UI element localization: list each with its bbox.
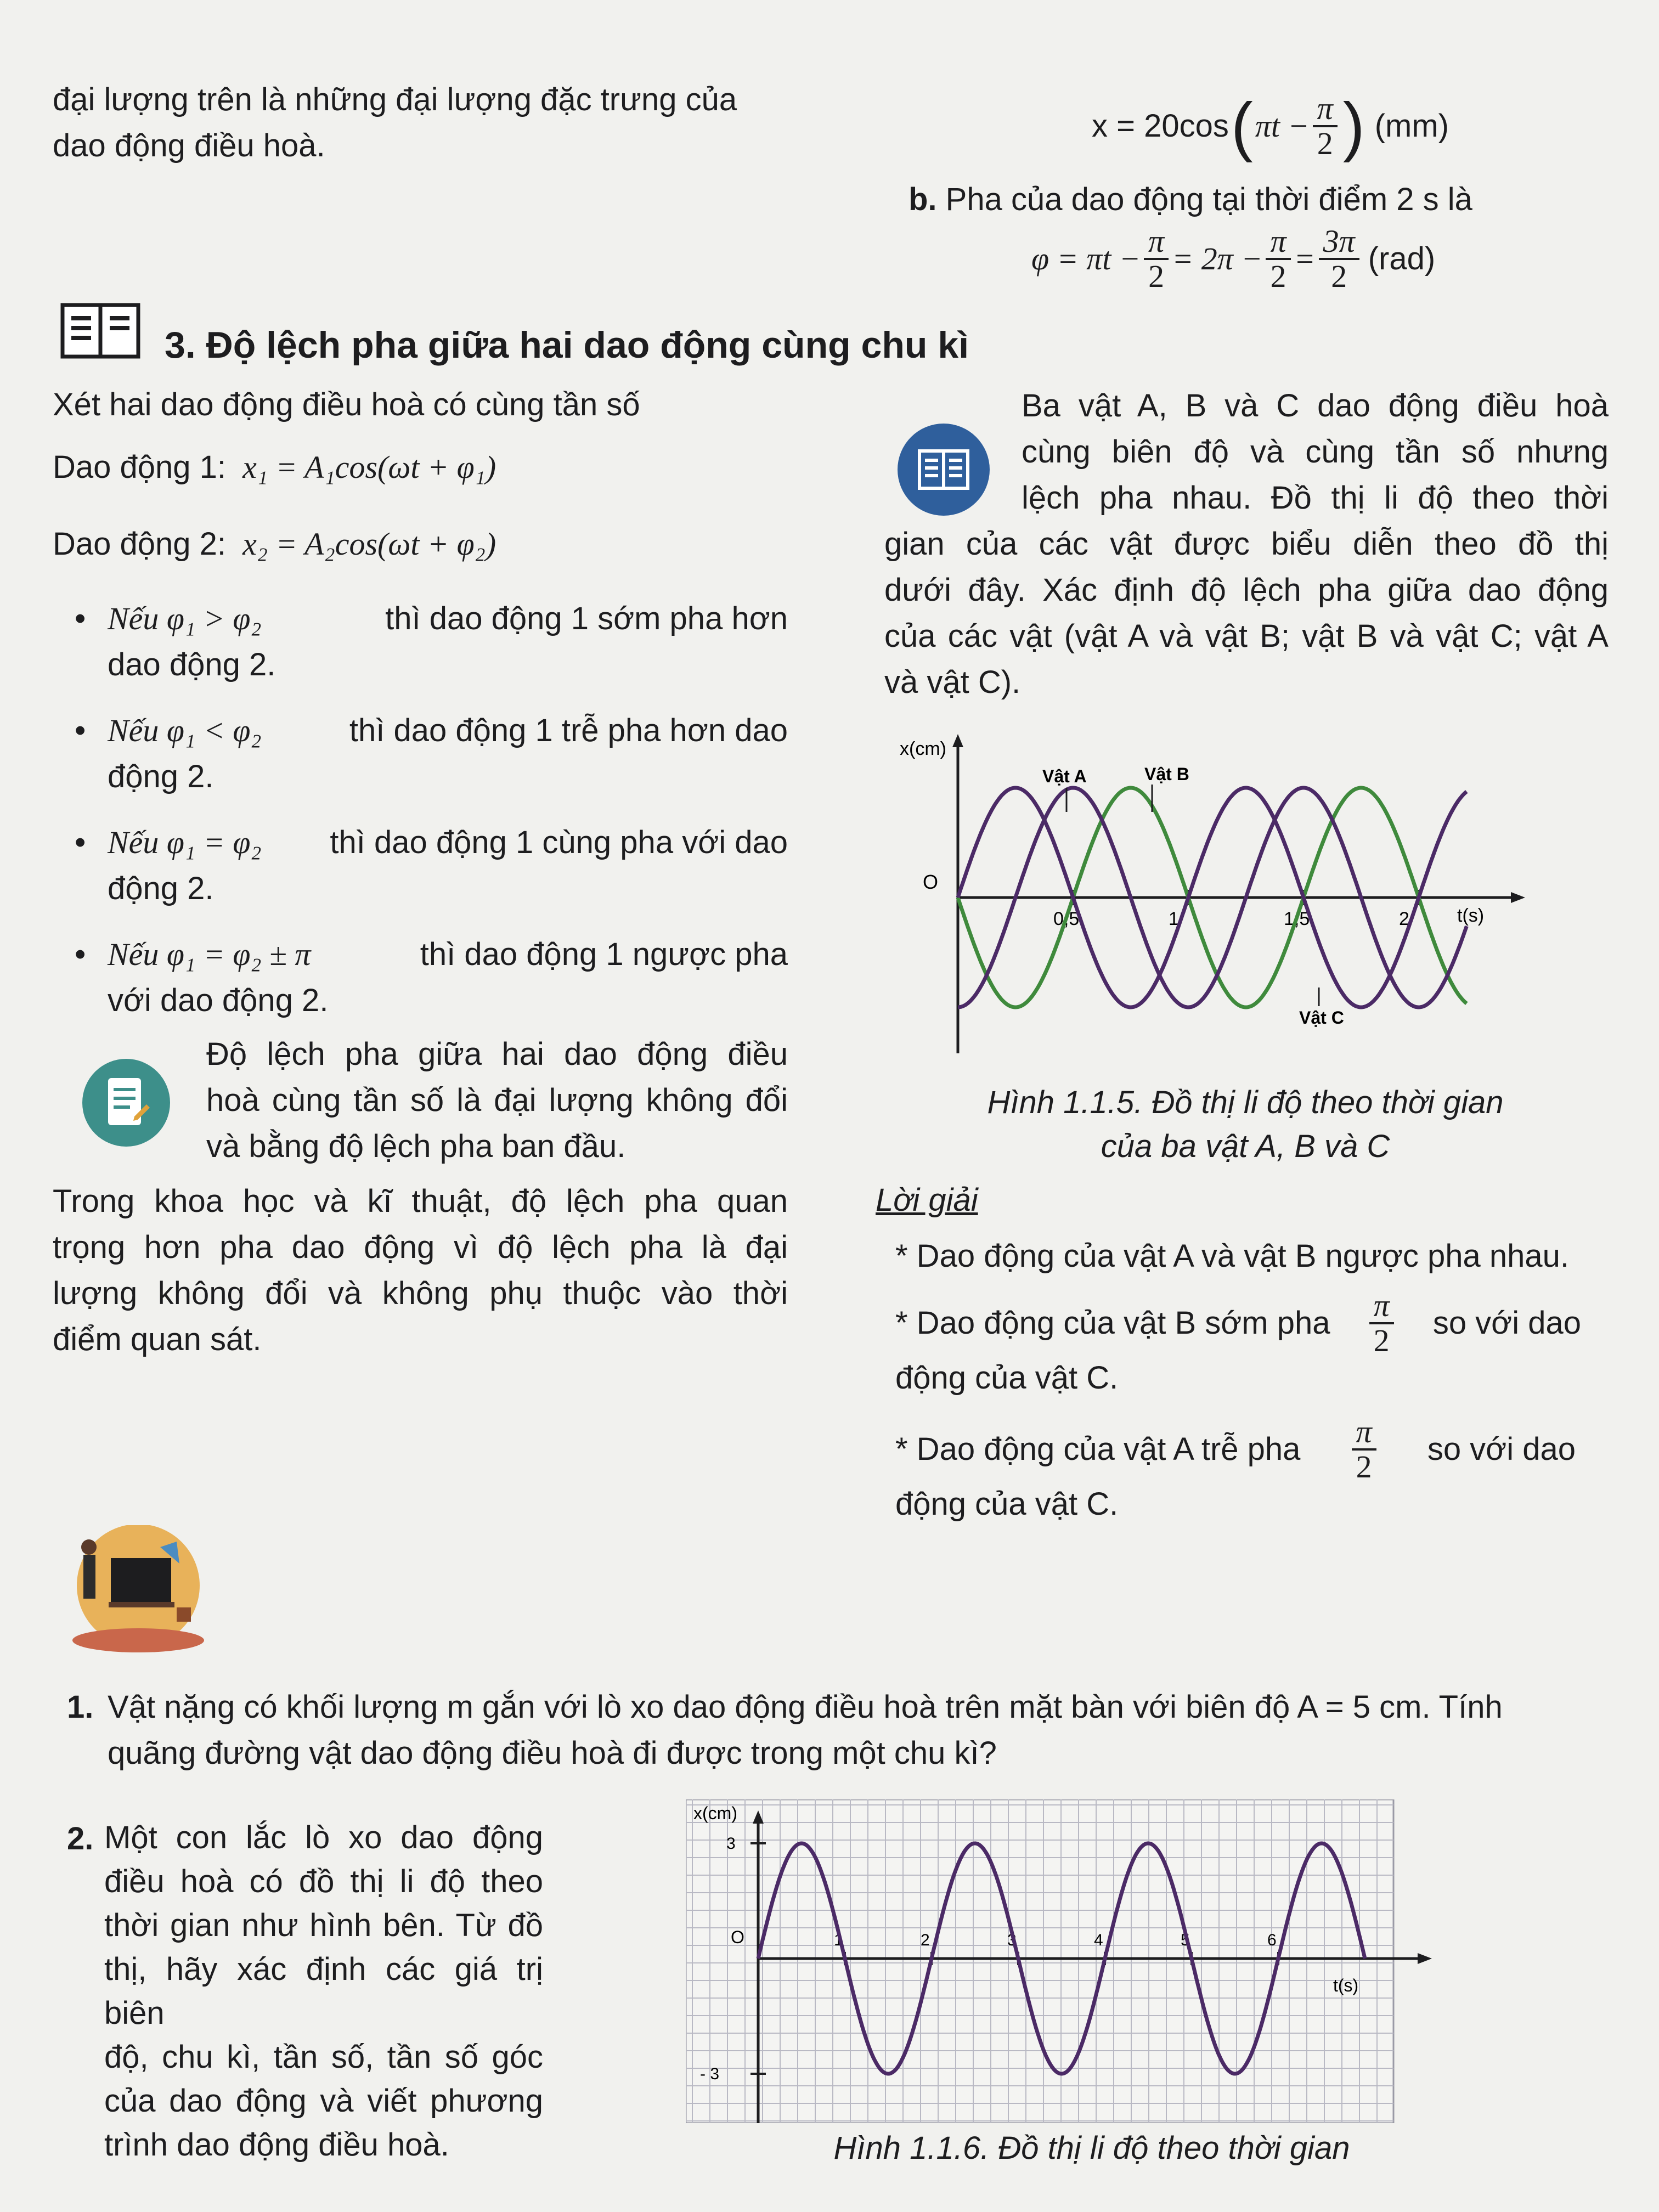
osc1-equation: x₁ = A₁cos(ωt + φ₁)	[242, 449, 496, 485]
y-axis-arrow	[952, 734, 963, 747]
top-left-text	[53, 77, 832, 169]
frac-pi-2-b: $\frac{\pi}{2}$	[1266, 225, 1290, 293]
section-title: 3. Độ lệch pha giữa hai dao động cùng chu kì	[165, 324, 969, 366]
origin-label: O	[731, 1927, 744, 1947]
solution-2-cont: động của vật C.	[895, 1360, 1119, 1396]
top-left-line1: đại lượng trên là những đại lượng đặc trưng của	[53, 82, 737, 117]
bullet-inphase: • Nếu φ₁ = φ₂ thì dao động 1 cùng pha với dao động 2.	[108, 820, 788, 912]
equation-x-lhs: x = 20cos	[1092, 108, 1229, 144]
bullet-antiphase: • Nếu φ₁ = φ₂ ± π thì dao động 1 ngược pha với dao động 2.	[108, 932, 788, 1024]
unit-mm: (mm)	[1374, 108, 1449, 144]
note-icon	[82, 1059, 170, 1147]
exercise-1-text: Vật nặng có khối lượng m gắn với lò xo dao động điều hoà trên mặt bàn với biên độ A = 5 cm. Tính quãng đường vật dao động điều hoà đi được trong một chu kì?	[108, 1689, 1503, 1771]
x-tick-label: 6	[1267, 1931, 1277, 1949]
displacement-chart	[686, 1799, 1454, 2123]
y-axis-label: x(cm)	[693, 1803, 737, 1823]
example-text-bottom: gian của các vật được biểu diễn theo đồ thị dưới đây. Xác định độ lệch pha giữa dao động của các vật (vật A và vật B; vật B và vật C; vật A và vật C).	[884, 526, 1609, 700]
osc1-line	[53, 444, 496, 490]
phase-lhs: φ = πt −	[1031, 241, 1141, 276]
phase-mid: = 2π −	[1172, 241, 1263, 276]
x-tick-label: 3	[1007, 1931, 1017, 1949]
frac-pi-2: $\frac{\pi}{2}$	[1313, 92, 1338, 160]
x-tick-label: 2	[921, 1931, 930, 1949]
x-tick-label: 1	[834, 1931, 843, 1949]
y-axis-label: x(cm)	[900, 738, 946, 759]
x-axis-arrow	[1511, 892, 1525, 903]
example-text-top: Ba vật A, B và C dao động điều hoà cùng biên độ và cùng tần số nhưng lệch pha nhau. Đồ thị li độ theo thời	[1022, 388, 1609, 516]
x-tick-label: 2	[1399, 909, 1409, 929]
x-axis-label: t(s)	[1333, 1976, 1359, 1995]
x-tick-label: 5	[1181, 1931, 1190, 1949]
figure-1-caption-line1: Hình 1.1.5. Đồ thị li độ theo thời gian	[987, 1085, 1504, 1120]
exercise-2-text: Một con lắc lò xo dao động điều hoà có đồ thị li độ theo thời gian như hình bên. Từ đồ thị, hãy xác định các giá trị biên độ, chu kì, tần số, tần số góc của dao động và viết phương trình dao động điều hoà.	[104, 1820, 543, 2163]
x-tick-label: 1,5	[1284, 909, 1310, 929]
osc2-label: Dao động 2:	[53, 526, 227, 562]
series-label-b: Vật B	[1144, 764, 1189, 784]
solution-3-cont: động của vật C.	[895, 1486, 1119, 1522]
paren-open: (	[1231, 89, 1253, 163]
osc1-label: Dao động 1:	[53, 449, 227, 485]
exercise-2-number: 2.	[67, 1821, 94, 1857]
y-tick-label: - 3	[700, 2065, 720, 2083]
series-label-a: Vật A	[1042, 766, 1087, 786]
bullet-earlier: • Nếu φ₁ > φ₂ thì dao động 1 sớm pha hơn dao động 2.	[108, 596, 788, 688]
bullet-later: • Nếu φ₁ < φ₂ thì dao động 1 trễ pha hơn dao động 2.	[108, 708, 788, 800]
exercise-1-number: 1.	[67, 1689, 94, 1725]
note-text: Độ lệch pha giữa hai dao động điều hoà cùng tần số là đại lượng không đổi và bằng độ lệch pha ban đầu.	[206, 1036, 788, 1164]
series-label-c: Vật C	[1299, 1008, 1344, 1028]
figure-1-caption-line2: của ba vật A, B và C	[1101, 1128, 1390, 1164]
solution-2: * Dao động của vật B sớm pha $\frac{\pi}{2}$ so với dao	[895, 1288, 1581, 1358]
exercise-illustration	[67, 1525, 210, 1657]
unit-rad: (rad)	[1368, 241, 1436, 276]
x-axis-label: t(s)	[1457, 905, 1485, 926]
top-left-line2: dao động điều hoà.	[53, 128, 325, 163]
section-intro: Xét hai dao động điều hoà có cùng tần số	[53, 387, 640, 422]
solution-3: * Dao động của vật A trễ pha $\frac{\pi}{2}$ so với dao	[895, 1414, 1576, 1485]
x-tick-label: 0,5	[1053, 909, 1080, 929]
x-axis-arrow	[1418, 1953, 1432, 1964]
equation-x	[1092, 89, 1449, 163]
frac-3pi-2: $\frac{3\pi}{2}$	[1319, 225, 1359, 293]
x-tick-label: 1	[1169, 909, 1179, 929]
phase-chart	[889, 730, 1536, 1059]
paren-close: )	[1342, 89, 1365, 163]
origin-label: O	[923, 871, 939, 893]
x-tick-label: 4	[1094, 1931, 1103, 1949]
phase-equation: φ = πt − $\frac{\pi}{2}$ = 2π − $\frac{\pi}{2}$ = $\frac{3\pi}{2}$ (rad)	[1031, 223, 1436, 294]
figure-1-caption	[900, 1081, 1591, 1169]
part-b-label: b.	[909, 182, 937, 217]
phase-paragraph: Trong khoa học và kĩ thuật, độ lệch pha quan trọng hơn pha dao động vì độ lệch pha là đại lượng không đổi và không phụ thuộc vào thời điểm quan sát.	[53, 1183, 788, 1357]
example-book-icon	[898, 424, 990, 516]
y-tick-label: 3	[726, 1835, 736, 1853]
osc2-line	[53, 521, 496, 567]
equation-x-inner: πt −	[1255, 108, 1310, 144]
solution-title: Lời giải	[876, 1182, 978, 1218]
part-b-line	[909, 177, 1472, 223]
figure-2-caption: Hình 1.1.6. Đồ thị li độ theo thời gian	[833, 2130, 1350, 2166]
part-b-text: Pha của dao động tại thời điểm 2 s là	[945, 182, 1472, 217]
solution-1: * Dao động của vật A và vật B ngược pha nhau.	[895, 1238, 1570, 1274]
book-icon	[59, 301, 142, 361]
osc2-equation: x₂ = A₂cos(ωt + φ₂)	[242, 526, 496, 562]
frac-pi-2-a: $\frac{\pi}{2}$	[1144, 225, 1169, 293]
